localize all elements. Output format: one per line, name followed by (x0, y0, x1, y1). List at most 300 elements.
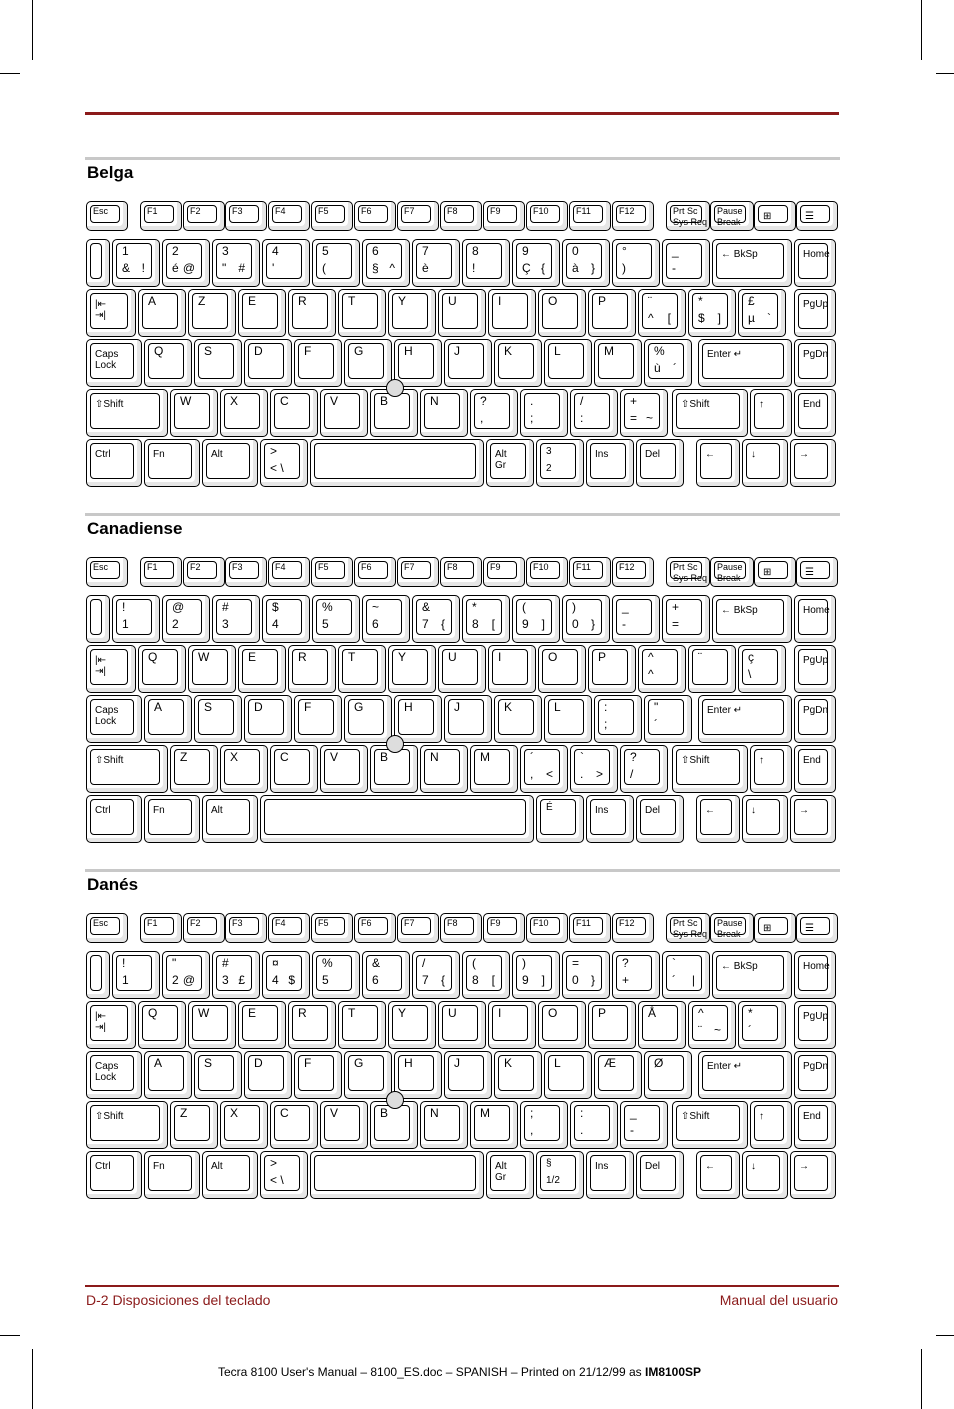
letter-key[interactable] (638, 645, 686, 693)
left-shift-key[interactable] (86, 745, 168, 793)
number-key[interactable] (462, 951, 510, 999)
letter-key[interactable] (388, 1001, 436, 1049)
tab-key[interactable] (86, 289, 136, 337)
crop-mark (0, 1335, 20, 1336)
letter-key[interactable] (220, 1101, 268, 1149)
key-lower: 9 (522, 617, 529, 631)
letter-key[interactable] (194, 695, 242, 743)
arrow-up-key[interactable] (750, 1101, 792, 1149)
function-key[interactable] (183, 557, 225, 587)
function-key[interactable] (666, 557, 710, 587)
letter-key[interactable] (688, 1001, 736, 1049)
key-lower: - (672, 261, 676, 275)
letter-key[interactable] (338, 645, 386, 693)
right-shift-key[interactable] (672, 1101, 748, 1149)
function-key[interactable] (183, 201, 225, 231)
letter-key[interactable] (738, 289, 786, 337)
letter-key[interactable] (220, 745, 268, 793)
letter-key[interactable] (688, 289, 736, 337)
number-key[interactable] (612, 239, 660, 287)
function-key[interactable] (612, 201, 654, 231)
key-letter: T (348, 294, 356, 308)
left-shift-key[interactable] (86, 389, 168, 437)
letter-key[interactable] (394, 695, 442, 743)
function-key[interactable] (440, 913, 482, 943)
arrow-down-key[interactable] (742, 795, 788, 843)
home-key[interactable] (794, 239, 836, 287)
key-letter: H (404, 700, 413, 714)
fn-key[interactable] (144, 795, 200, 843)
altgr-key[interactable] (486, 439, 534, 487)
letter-key[interactable] (644, 1051, 692, 1099)
letter-key[interactable] (220, 389, 268, 437)
app-menu-key-icon[interactable] (796, 557, 838, 587)
key-lower: 8 (472, 617, 479, 631)
key-lower: . (580, 1123, 584, 1137)
number-key[interactable] (662, 239, 710, 287)
function-key[interactable] (268, 201, 310, 231)
letter-key[interactable] (520, 1101, 568, 1149)
number-key[interactable] (312, 595, 360, 643)
function-key[interactable] (397, 913, 439, 943)
letter-key[interactable] (494, 1051, 542, 1099)
function-key[interactable] (397, 557, 439, 587)
letter-key[interactable] (394, 339, 442, 387)
letter-key[interactable] (420, 745, 468, 793)
function-key[interactable] (86, 201, 128, 231)
letter-key[interactable] (144, 339, 192, 387)
letter-key[interactable] (738, 1001, 786, 1049)
altgr-key[interactable] (486, 1151, 534, 1199)
letter-key[interactable] (288, 1001, 336, 1049)
letter-key[interactable] (520, 389, 568, 437)
letter-key[interactable] (488, 645, 536, 693)
function-key-label: F12 (619, 918, 635, 928)
number-key[interactable] (512, 951, 560, 999)
number-key[interactable] (662, 951, 710, 999)
tab-key[interactable] (86, 645, 136, 693)
caps-lock-key[interactable] (86, 1051, 142, 1099)
leading-key[interactable] (86, 595, 110, 643)
insert-key[interactable] (586, 439, 634, 487)
number-key[interactable] (562, 951, 610, 999)
alt-key[interactable] (202, 1151, 258, 1199)
trackpoint[interactable] (386, 379, 404, 397)
backspace-key[interactable] (712, 951, 792, 999)
function-key[interactable] (354, 913, 396, 943)
function-key-label: F1 (147, 562, 158, 572)
function-key[interactable] (483, 557, 525, 587)
letter-key[interactable] (420, 1101, 468, 1149)
number-key[interactable] (562, 239, 610, 287)
function-key[interactable] (268, 557, 310, 587)
key-lower: 2 (172, 973, 179, 987)
letter-key[interactable] (438, 645, 486, 693)
number-key[interactable] (512, 595, 560, 643)
letter-key[interactable] (644, 695, 692, 743)
letter-key[interactable] (620, 1101, 668, 1149)
function-key[interactable] (86, 913, 128, 943)
letter-key[interactable] (620, 389, 668, 437)
number-key[interactable] (162, 951, 210, 999)
letter-key[interactable] (144, 695, 192, 743)
letter-key[interactable] (170, 745, 218, 793)
insert-key[interactable] (586, 795, 634, 843)
number-key[interactable] (412, 239, 460, 287)
home-label: Home (803, 961, 830, 972)
home-key[interactable] (794, 951, 836, 999)
right-shift-key[interactable] (672, 745, 748, 793)
enter-key[interactable] (698, 339, 792, 387)
letter-key[interactable] (138, 645, 186, 693)
arrow-up-key[interactable] (750, 745, 792, 793)
backspace-key[interactable] (712, 239, 792, 287)
function-key[interactable] (666, 201, 710, 231)
letter-key[interactable] (394, 1051, 442, 1099)
function-key[interactable] (483, 201, 525, 231)
letter-key[interactable] (638, 1001, 686, 1049)
letter-key[interactable] (138, 289, 186, 337)
letter-key[interactable] (594, 695, 642, 743)
arrow-up-key[interactable] (750, 389, 792, 437)
number-key[interactable] (662, 595, 710, 643)
letter-key[interactable] (388, 645, 436, 693)
crop-mark (921, 1349, 922, 1409)
key-upper: 8 (472, 244, 479, 258)
number-key[interactable] (562, 595, 610, 643)
letter-key[interactable] (288, 289, 336, 337)
arrow-left-key[interactable] (696, 1151, 740, 1199)
number-key[interactable] (362, 951, 410, 999)
letter-key[interactable] (688, 645, 736, 693)
letter-key[interactable] (420, 389, 468, 437)
letter-key[interactable] (494, 695, 542, 743)
letter-key[interactable] (570, 745, 618, 793)
pgup-key[interactable] (794, 289, 836, 337)
number-key[interactable] (112, 239, 160, 287)
key-altgr: < (545, 767, 553, 781)
letter-key[interactable] (444, 1051, 492, 1099)
windows-key-icon[interactable] (754, 201, 796, 231)
letter-key[interactable] (470, 1101, 518, 1149)
insert-key[interactable] (586, 1151, 634, 1199)
letter-key[interactable] (538, 645, 586, 693)
letter-key[interactable] (188, 289, 236, 337)
windows-key-icon[interactable] (754, 557, 796, 587)
key-upper: _ (622, 600, 629, 614)
letter-key[interactable] (244, 695, 292, 743)
app-menu-key-icon[interactable] (796, 913, 838, 943)
key-altgr: [ (667, 311, 671, 325)
arrow-left-key[interactable] (696, 439, 740, 487)
function-key[interactable] (710, 201, 754, 231)
letter-key[interactable] (320, 389, 368, 437)
letter-key[interactable] (538, 289, 586, 337)
letter-key[interactable] (238, 289, 286, 337)
number-key[interactable] (162, 595, 210, 643)
enter-key[interactable] (698, 1051, 792, 1099)
leading-key[interactable] (86, 239, 110, 287)
pgdn-key[interactable] (794, 339, 836, 387)
letter-key[interactable] (344, 695, 392, 743)
spacebar-key[interactable] (310, 1151, 484, 1199)
letter-key[interactable] (144, 1051, 192, 1099)
key-letter: D (254, 1056, 263, 1070)
number-key[interactable] (262, 239, 310, 287)
function-key[interactable] (268, 913, 310, 943)
function-key[interactable] (526, 201, 568, 231)
function-key[interactable] (666, 913, 710, 943)
letter-key[interactable] (438, 1001, 486, 1049)
function-key[interactable] (526, 913, 568, 943)
function-key[interactable] (710, 913, 754, 943)
letter-key[interactable] (188, 1001, 236, 1049)
function-key[interactable] (354, 557, 396, 587)
function-key[interactable] (311, 557, 353, 587)
key-altgr: { (440, 617, 445, 631)
windows-key-icon[interactable] (754, 913, 796, 943)
letter-key[interactable] (520, 745, 568, 793)
fn-key[interactable] (144, 1151, 200, 1199)
fn-key[interactable] (144, 439, 200, 487)
letter-key[interactable] (338, 289, 386, 337)
ctrl-key[interactable] (86, 439, 142, 487)
backspace-key[interactable] (712, 595, 792, 643)
caps-lock-key[interactable] (86, 695, 142, 743)
function-key[interactable] (225, 913, 267, 943)
letter-key[interactable] (570, 389, 618, 437)
delete-key[interactable] (636, 795, 684, 843)
letter-key[interactable] (588, 1001, 636, 1049)
letter-key[interactable] (488, 289, 536, 337)
number-key[interactable] (212, 595, 260, 643)
key-letter: E (248, 650, 257, 664)
function-key-label: F2 (190, 206, 201, 216)
letter-key[interactable] (288, 645, 336, 693)
ctrl-key[interactable] (86, 795, 142, 843)
end-key[interactable] (794, 389, 836, 437)
arrow-left-key[interactable] (696, 795, 740, 843)
letter-key[interactable] (294, 339, 342, 387)
key-upper: ´ (530, 750, 534, 764)
home-key[interactable] (794, 595, 836, 643)
number-key[interactable] (112, 951, 160, 999)
function-key[interactable] (225, 201, 267, 231)
function-key[interactable] (311, 201, 353, 231)
function-key[interactable] (483, 913, 525, 943)
letter-key[interactable] (544, 339, 592, 387)
function-key[interactable] (140, 913, 182, 943)
ctrl-label: Ctrl (95, 1161, 111, 1172)
number-key[interactable] (112, 595, 160, 643)
letter-key[interactable] (294, 1051, 342, 1099)
arrow-right-key[interactable] (790, 795, 836, 843)
letter-key[interactable] (488, 1001, 536, 1049)
letter-key[interactable] (470, 389, 518, 437)
letter-key[interactable] (388, 289, 436, 337)
function-key-label: F6 (361, 562, 372, 572)
letter-key[interactable] (644, 339, 692, 387)
letter-key[interactable] (194, 339, 242, 387)
letter-key[interactable] (594, 1051, 642, 1099)
letter-key[interactable] (270, 745, 318, 793)
number-key[interactable] (262, 595, 310, 643)
number-key[interactable] (412, 595, 460, 643)
letter-key[interactable] (138, 1001, 186, 1049)
pgdn-key[interactable] (794, 695, 836, 743)
function-key[interactable] (354, 201, 396, 231)
letter-key[interactable] (320, 1101, 368, 1149)
enter-key[interactable] (698, 695, 792, 743)
ctrl-key[interactable] (86, 1151, 142, 1199)
letter-key[interactable] (170, 389, 218, 437)
letter-key[interactable] (588, 645, 636, 693)
section-rule (85, 513, 840, 516)
function-key-label: F5 (318, 562, 329, 572)
spacebar-key[interactable] (260, 795, 534, 843)
end-key[interactable] (794, 1101, 836, 1149)
key-letter: W (198, 1006, 210, 1020)
caps-lock-key[interactable] (86, 339, 142, 387)
delete-key[interactable] (636, 439, 684, 487)
delete-key[interactable] (636, 1151, 684, 1199)
left-shift-key[interactable] (86, 1101, 168, 1149)
pgup-key[interactable] (794, 1001, 836, 1049)
extra-key[interactable] (536, 439, 584, 487)
number-key[interactable] (262, 951, 310, 999)
arrow-down-key[interactable] (742, 439, 788, 487)
arrow-right-key[interactable] (790, 1151, 836, 1199)
number-key[interactable] (212, 951, 260, 999)
function-key-label: Esc (93, 206, 109, 216)
function-key[interactable] (569, 557, 611, 587)
letter-key[interactable] (344, 339, 392, 387)
letter-key[interactable] (170, 1101, 218, 1149)
letter-key[interactable] (494, 339, 542, 387)
function-key[interactable] (140, 557, 182, 587)
function-key[interactable] (569, 913, 611, 943)
letter-key[interactable] (244, 339, 292, 387)
app-menu-key-icon[interactable] (796, 201, 838, 231)
function-key[interactable] (569, 201, 611, 231)
letter-key[interactable] (238, 645, 286, 693)
number-key[interactable] (162, 239, 210, 287)
trackpoint[interactable] (386, 1091, 404, 1109)
letter-key[interactable] (544, 1051, 592, 1099)
extra-key[interactable] (536, 795, 584, 843)
right-shift-key[interactable] (672, 389, 748, 437)
key-altgr: ] (717, 311, 721, 325)
key-cap (264, 799, 526, 835)
letter-key[interactable] (470, 745, 518, 793)
letter-key[interactable] (570, 1101, 618, 1149)
key-lower: = (630, 411, 638, 425)
letter-key[interactable] (620, 745, 668, 793)
function-key[interactable] (311, 913, 353, 943)
key-lower: = (672, 617, 680, 631)
number-key[interactable] (412, 951, 460, 999)
spacebar-key[interactable] (310, 439, 484, 487)
letter-key[interactable] (244, 1051, 292, 1099)
number-key[interactable] (462, 239, 510, 287)
key-letter: Y (398, 294, 407, 308)
letter-key[interactable] (738, 645, 786, 693)
number-key[interactable] (612, 595, 660, 643)
key-upper: ? (630, 750, 637, 764)
letter-key[interactable] (638, 289, 686, 337)
letter-key[interactable] (294, 695, 342, 743)
function-key[interactable] (183, 913, 225, 943)
letter-key[interactable] (344, 1051, 392, 1099)
function-key[interactable] (710, 557, 754, 587)
function-key[interactable] (397, 201, 439, 231)
number-key[interactable] (212, 239, 260, 287)
function-key[interactable] (612, 557, 654, 587)
function-key[interactable] (225, 557, 267, 587)
angle-bracket-key[interactable] (260, 439, 308, 487)
alt-key[interactable] (202, 795, 258, 843)
number-key[interactable] (312, 239, 360, 287)
number-key[interactable] (362, 239, 410, 287)
function-key[interactable] (86, 557, 128, 587)
function-key[interactable] (140, 201, 182, 231)
number-key[interactable] (362, 595, 410, 643)
key-letter: Æ (604, 1056, 616, 1070)
letter-key[interactable] (438, 289, 486, 337)
arrow-down-key[interactable] (742, 1151, 788, 1199)
letter-key[interactable] (544, 695, 592, 743)
pgdn-key[interactable] (794, 1051, 836, 1099)
letter-key[interactable] (594, 339, 642, 387)
function-key[interactable] (612, 913, 654, 943)
function-key[interactable] (440, 201, 482, 231)
number-key[interactable] (512, 239, 560, 287)
tab-key[interactable] (86, 1001, 136, 1049)
letter-key[interactable] (194, 1051, 242, 1099)
angle-bracket-key[interactable] (260, 1151, 308, 1199)
key-altgr: ] (541, 617, 545, 631)
letter-key[interactable] (338, 1001, 386, 1049)
trackpoint[interactable] (386, 735, 404, 753)
letter-key[interactable] (188, 645, 236, 693)
pgup-key[interactable] (794, 645, 836, 693)
windows-key-icon: ⊞ (763, 923, 772, 934)
end-key[interactable] (794, 745, 836, 793)
letter-key[interactable] (270, 389, 318, 437)
letter-key[interactable] (444, 695, 492, 743)
key-altgr: ] (541, 973, 545, 987)
number-key[interactable] (312, 951, 360, 999)
letter-key[interactable] (238, 1001, 286, 1049)
letter-key[interactable] (444, 339, 492, 387)
key-letter: V (330, 1106, 339, 1120)
extra-key[interactable] (536, 1151, 584, 1199)
letter-key[interactable] (320, 745, 368, 793)
key-upper: _ (672, 244, 679, 258)
key-altgr: { (540, 261, 545, 275)
letter-key[interactable] (588, 289, 636, 337)
leading-key[interactable] (86, 951, 110, 999)
number-key[interactable] (612, 951, 660, 999)
function-key[interactable] (440, 557, 482, 587)
letter-key[interactable] (538, 1001, 586, 1049)
home-label: Home (803, 249, 830, 260)
function-key[interactable] (526, 557, 568, 587)
number-key[interactable] (462, 595, 510, 643)
arrow-right-key[interactable] (790, 439, 836, 487)
alt-key[interactable] (202, 439, 258, 487)
letter-key[interactable] (270, 1101, 318, 1149)
